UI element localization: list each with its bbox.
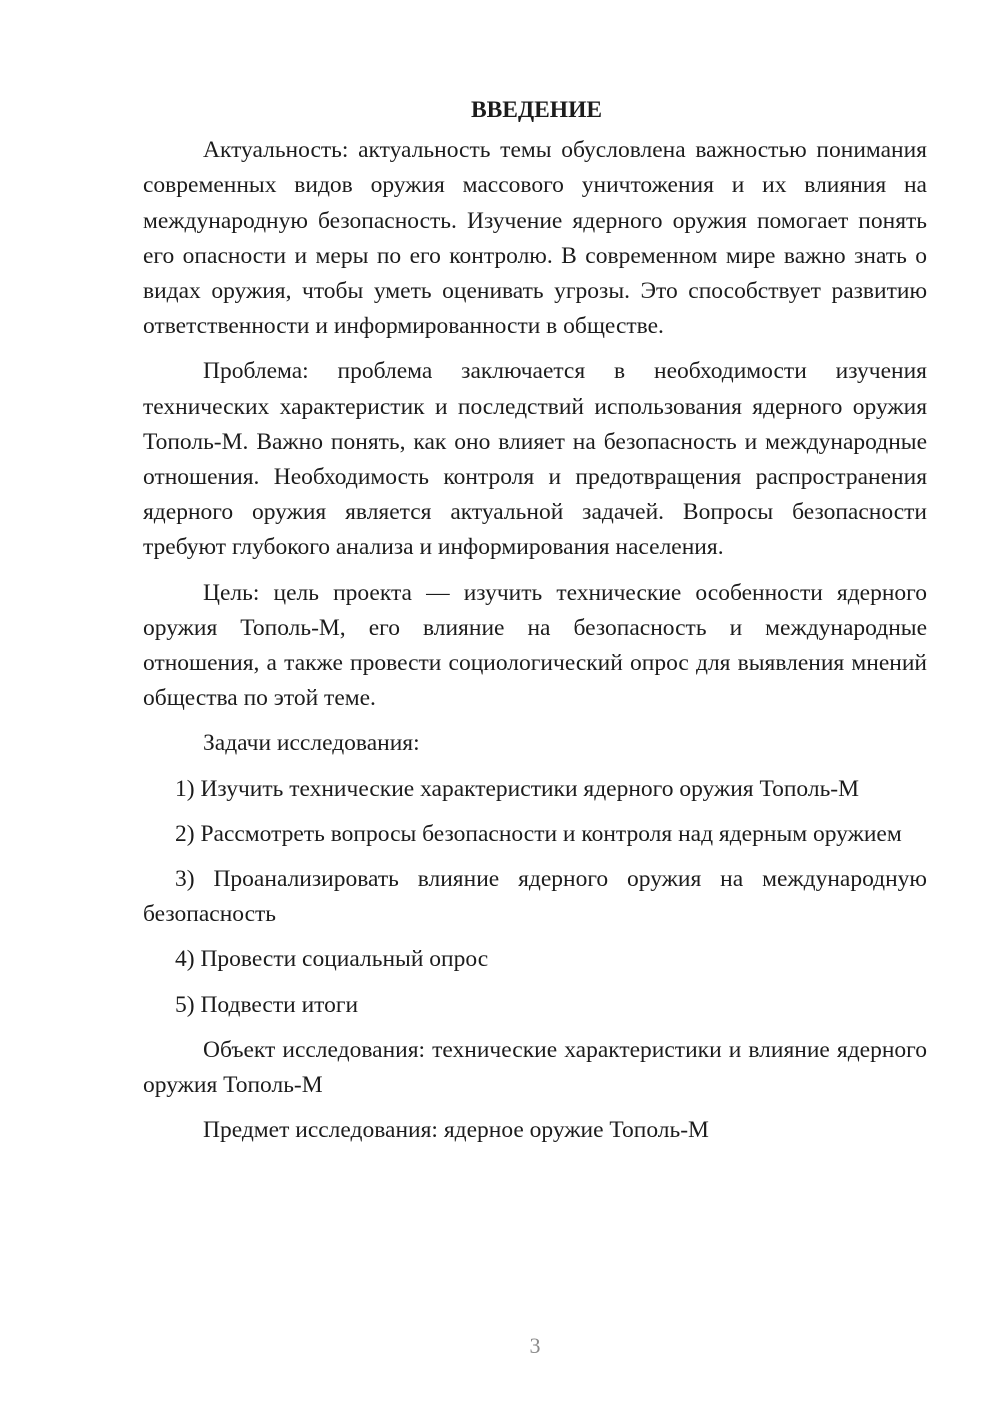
task-item-4: 4) Провести социальный опрос [175, 946, 489, 973]
page-content [143, 93, 927, 1158]
page-number: 3 [529, 1333, 541, 1358]
task-item-3: 3) Проанализировать влияние ядерного оружия на международную безопасность [143, 866, 927, 928]
paragraph-goal: Цель: цель проекта — изучить технические особенности ядерного оружия Тополь-М, его влияние на безопасность и международные отношения, а также провести социологический опрос для выявления мнений общества по этой теме. [143, 579, 927, 712]
paragraph-subject: Предмет исследования: ядерное оружие Тополь-М [203, 1117, 709, 1144]
task-item-2: 2) Рассмотреть вопросы безопасности и контроля над ядерным оружием [175, 820, 902, 847]
paragraph-relevance: Актуальность: актуальность темы обусловлена важностью понимания современных видов оружия массового уничтожения и их влияния на международную безопасность. Изучение ядерного оружия помогает понять его опасности и меры по его контролю. В современном мире важно знать о видах оружия, чтобы уметь оценивать угрозы. Это способствует развитию ответственности и информированности в обществе. [143, 137, 927, 340]
section-title: ВВЕДЕНИЕ [470, 97, 603, 123]
task-item-5: 5) Подвести итоги [175, 991, 359, 1018]
paragraph-object: Объект исследования: технические характеристики и влияние ядерного оружия Тополь-М [143, 1036, 927, 1099]
tasks-heading: Задачи исследования: [203, 730, 420, 757]
task-item-1: 1) Изучить технические характеристики ядерного оружия Тополь-М [175, 775, 860, 802]
paragraph-problem: Проблема: проблема заключается в необходимости изучения технических характеристик и последствий использования ядерного оружия Тополь-М. Важно понять, как оно влияет на безопасность и международные отношения. Необходимость контроля и предотвращения распространения ядерного оружия является актуальной задачей. Вопросы безопасности требуют глубокого анализа и информирования населения. [143, 358, 927, 561]
